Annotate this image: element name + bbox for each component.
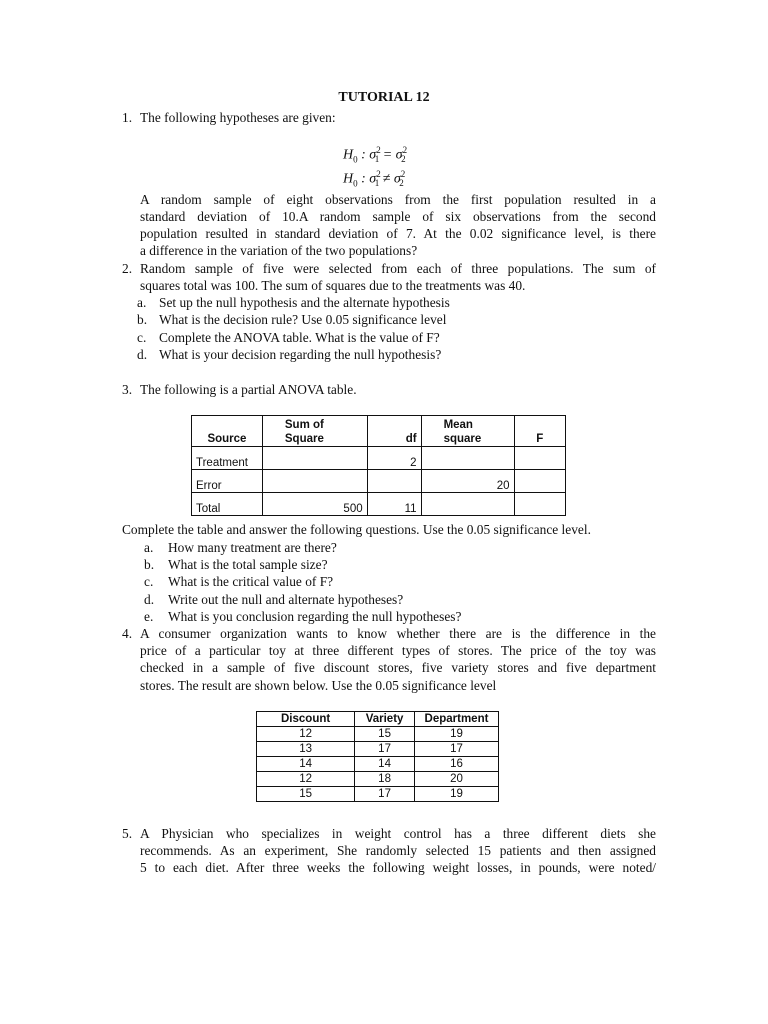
- cell-variety: 18: [355, 772, 415, 787]
- table-row: [257, 787, 499, 802]
- cell-ss: [262, 470, 367, 493]
- table-row: [257, 727, 499, 742]
- header-mean-square: Mean square: [421, 416, 514, 447]
- paragraph-line: recommends. As an experiment, She randomly selected 15 patients and then assigned: [140, 843, 656, 858]
- list-item-letter: b.: [144, 557, 155, 572]
- cell-department: 20: [414, 772, 498, 787]
- header-df: df: [367, 416, 421, 447]
- cell-discount: 12: [257, 727, 355, 742]
- cell-department: 17: [414, 742, 498, 757]
- list-item: Write out the null and alternate hypotheses?: [168, 592, 404, 607]
- cell-department: 19: [414, 787, 498, 802]
- cell-discount: 14: [257, 757, 355, 772]
- null-hypothesis: $H_0$ : $\sigma^2_1 = \sigma^2_2$: [343, 145, 408, 165]
- anova-table: [191, 415, 566, 516]
- table-row: [257, 757, 499, 772]
- cell-source: Treatment: [192, 447, 263, 470]
- list-item-letter: a.: [137, 295, 147, 310]
- table-row: [192, 470, 566, 493]
- cell-f: [514, 447, 565, 470]
- paragraph-line: Complete the table and answer the following questions. Use the 0.05 significance level.: [122, 522, 591, 537]
- list-item-letter: d.: [144, 592, 155, 607]
- list-item: What is the decision rule? Use 0.05 significance level: [159, 312, 447, 327]
- paragraph-line: Random sample of five were selected from each of three populations. The sum of: [140, 261, 656, 276]
- cell-department: 16: [414, 757, 498, 772]
- cell-source: Total: [192, 493, 263, 516]
- cell-df: 2: [367, 447, 421, 470]
- paragraph-line: checked in a sample of five discount stores, five variety stores and five department: [140, 660, 656, 675]
- question-number: 3.: [122, 382, 133, 397]
- table-row: [257, 772, 499, 787]
- question-number: 2.: [122, 261, 133, 276]
- header-source: Source: [192, 416, 263, 447]
- cell-df: [367, 470, 421, 493]
- header-department: Department: [414, 712, 498, 727]
- header-variety: Variety: [355, 712, 415, 727]
- question-text: The following is a partial ANOVA table.: [140, 382, 357, 397]
- cell-source: Error: [192, 470, 263, 493]
- table-row: [192, 493, 566, 516]
- page-title: TUTORIAL 12: [338, 90, 430, 105]
- cell-department: 19: [414, 727, 498, 742]
- cell-f: [514, 493, 565, 516]
- question-number: 4.: [122, 626, 133, 641]
- alternate-hypothesis: $H_0$ : $\sigma^2_1 \ne \sigma^2_2$: [343, 169, 406, 189]
- cell-discount: 15: [257, 787, 355, 802]
- list-item: What is you conclusion regarding the null hypotheses?: [168, 609, 462, 624]
- cell-discount: 13: [257, 742, 355, 757]
- paragraph-line: squares total was 100. The sum of squares due to the treatments was 40.: [140, 278, 526, 293]
- table-header-row: [192, 416, 566, 447]
- paragraph-line: a difference in the variation of the two populations?: [140, 243, 418, 258]
- cell-variety: 17: [355, 787, 415, 802]
- cell-df: 11: [367, 493, 421, 516]
- paragraph-line: A random sample of eight observations from the first population resulted in a: [140, 192, 656, 207]
- cell-variety: 14: [355, 757, 415, 772]
- list-item-letter: c.: [144, 574, 154, 589]
- list-item: What is the critical value of F?: [168, 574, 334, 589]
- paragraph-line: A Physician who specializes in weight control has a three different diets she: [140, 826, 656, 841]
- table-row: [192, 447, 566, 470]
- list-item: What is the total sample size?: [168, 557, 328, 572]
- paragraph-line: population resulted in standard deviation of 7. At the 0.02 significance level, is there: [140, 226, 656, 241]
- toy-price-table: [256, 711, 499, 802]
- paragraph-line: price of a particular toy at three different types of stores. The price of the toy was: [140, 643, 656, 658]
- cell-ms: 20: [421, 470, 514, 493]
- list-item: How many treatment are there?: [168, 540, 337, 555]
- list-item: Set up the null hypothesis and the alternate hypothesis: [159, 295, 450, 310]
- list-item-letter: d.: [137, 347, 148, 362]
- question-number: 1.: [122, 110, 133, 125]
- cell-f: [514, 470, 565, 493]
- cell-ss: [262, 447, 367, 470]
- paragraph-line: A consumer organization wants to know whether there are is the difference in the: [140, 626, 656, 641]
- cell-discount: 12: [257, 772, 355, 787]
- question-number: 5.: [122, 826, 133, 841]
- paragraph-line: stores. The result are shown below. Use the 0.05 significance level: [140, 678, 497, 693]
- list-item-letter: a.: [144, 540, 154, 555]
- header-sum-of-square: Sum of Square: [262, 416, 367, 447]
- paragraph-line: standard deviation of 10.A random sample of six observations from the second: [140, 209, 656, 224]
- list-item-letter: c.: [137, 330, 147, 345]
- list-item-letter: b.: [137, 312, 148, 327]
- list-item-letter: e.: [144, 609, 154, 624]
- list-item: What is your decision regarding the null hypothesis?: [159, 347, 442, 362]
- header-discount: Discount: [257, 712, 355, 727]
- question-text: The following hypotheses are given:: [140, 110, 336, 125]
- cell-ms: [421, 493, 514, 516]
- cell-ss: 500: [262, 493, 367, 516]
- cell-variety: 15: [355, 727, 415, 742]
- paragraph-line: 5 to each diet. After three weeks the following weight losses, in pounds, were noted/: [140, 860, 656, 875]
- cell-variety: 17: [355, 742, 415, 757]
- table-row: [257, 742, 499, 757]
- cell-ms: [421, 447, 514, 470]
- table-header-row: [257, 712, 499, 727]
- header-f: F: [514, 416, 565, 447]
- list-item: Complete the ANOVA table. What is the value of F?: [159, 330, 440, 345]
